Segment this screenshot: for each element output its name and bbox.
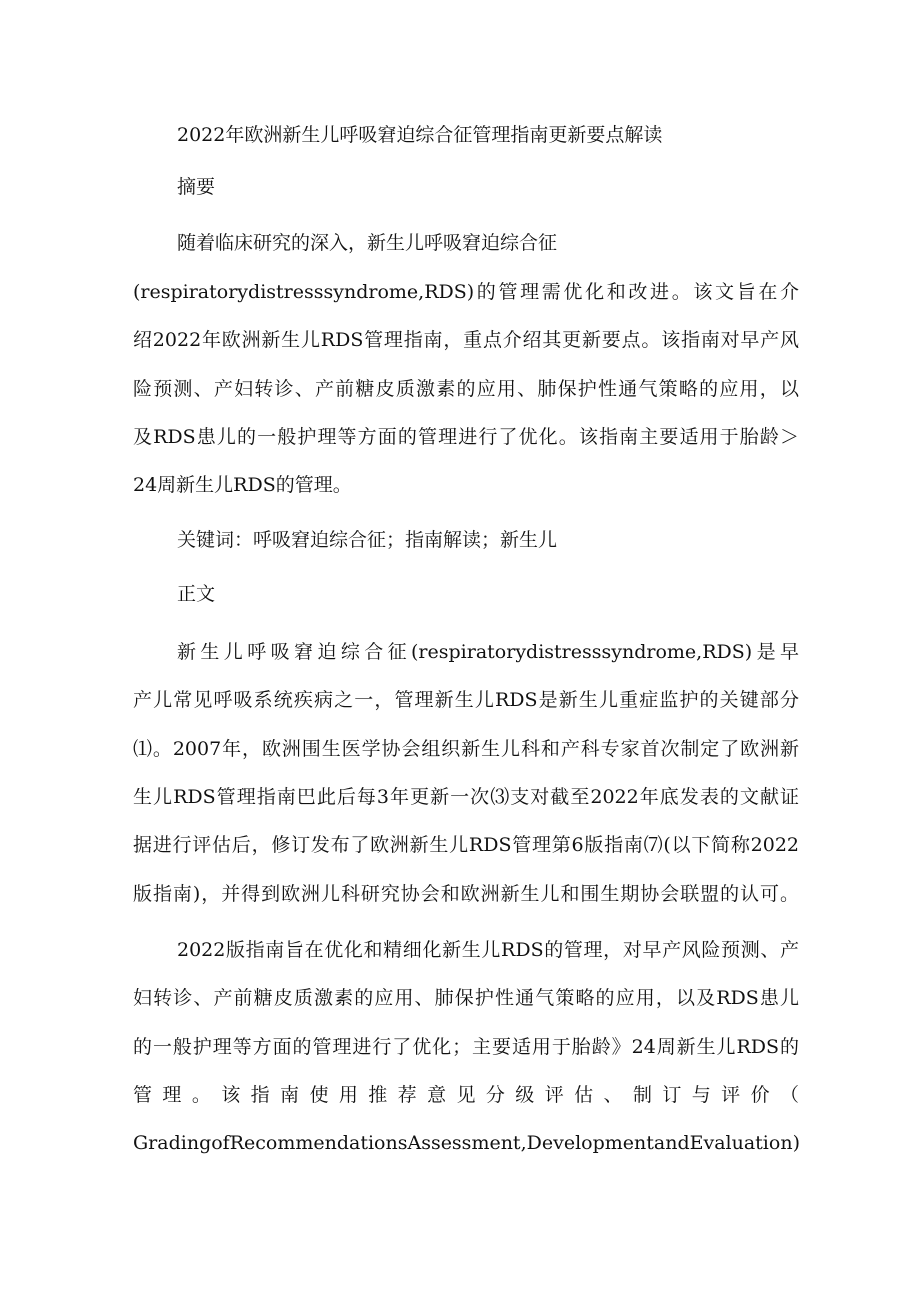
abstract-line: (respiratorydistresssyndrome,RDS)的管理需优化和改进。该文旨在介 (133, 281, 799, 303)
keywords: 关键词：呼吸窘迫综合征；指南解读；新生儿 (177, 529, 558, 551)
paragraph-line: 据进行评估后，修订发布了欧洲新生儿RDS管理第6版指南⑺(以下简称2022 (133, 834, 799, 856)
paragraph-line: 管理。该指南使用推荐意见分级评估、制订与评价（ (133, 1084, 799, 1106)
paragraph-line: ⑴。2007年，欧洲围生医学协会组织新生儿科和产科专家首次制定了欧洲新 (133, 738, 799, 760)
paragraph-line: 生儿RDS管理指南巴此后每3年更新一次⑶支对截至2022年底发表的文献证 (133, 786, 799, 808)
abstract-line: 及RDS患儿的一般护理等方面的管理进行了优化。该指南主要适用于胎龄＞ (133, 426, 799, 448)
abstract-line: 24周新生儿RDS的管理。 (133, 474, 352, 496)
abstract-line: 险预测、产妇转诊、产前糖皮质激素的应用、肺保护性通气策略的应用，以 (133, 378, 799, 400)
paragraph-line: 妇转诊、产前糖皮质激素的应用、肺保护性通气策略的应用，以及RDS患儿 (133, 987, 799, 1009)
abstract-line: 绍2022年欧洲新生儿RDS管理指南，重点介绍其更新要点。该指南对早产风 (133, 329, 799, 351)
abstract-line: 随着临床研究的深入，新生儿呼吸窘迫综合征 (177, 232, 558, 254)
document-title: 2022年欧洲新生儿呼吸窘迫综合征管理指南更新要点解读 (177, 124, 663, 146)
abstract-heading: 摘要 (177, 176, 216, 198)
body-heading: 正文 (177, 583, 216, 605)
paragraph-line: 2022版指南旨在优化和精细化新生儿RDS的管理，对早产风险预测、产 (177, 939, 799, 961)
paragraph-line: 新生儿呼吸窘迫综合征(respiratorydistresssyndrome,RDS)是早 (177, 641, 799, 663)
paragraph-line: 版指南)，并得到欧洲儿科研究协会和欧洲新生儿和围生期协会联盟的认可。 (133, 883, 799, 905)
paragraph-line: 产儿常见呼吸系统疾病之一，管理新生儿RDS是新生儿重症监护的关键部分 (133, 689, 799, 711)
paragraph-line: GradingofRecommendationsAssessment,DevelopmentandEvaluation) (133, 1132, 800, 1154)
paragraph-line: 的一般护理等方面的管理进行了优化；主要适用于胎龄》24周新生儿RDS的 (133, 1036, 799, 1058)
